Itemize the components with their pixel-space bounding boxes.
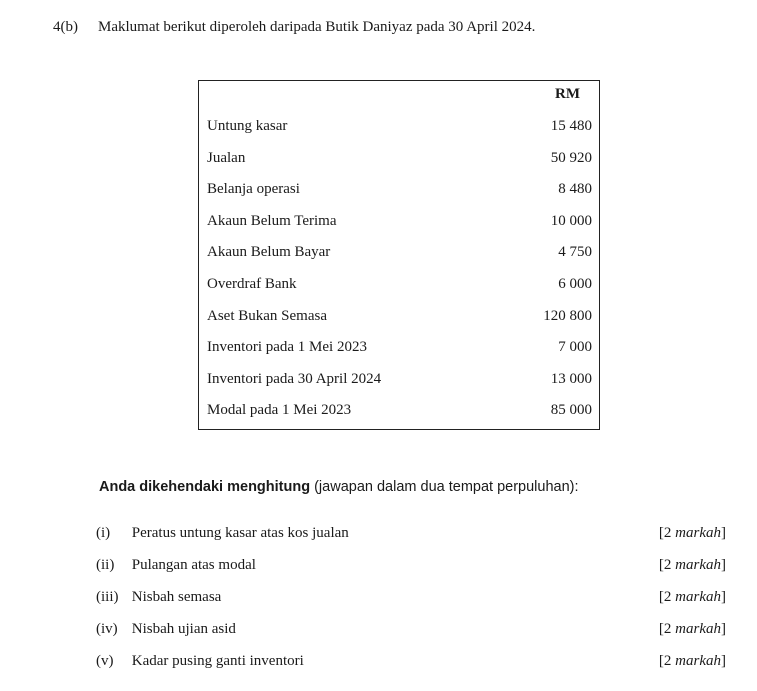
instruction-text (99, 479, 579, 495)
instruction-bold: Anda dikehendaki menghitung (99, 479, 311, 495)
row-value: 4 750 (558, 244, 592, 261)
row-value: 15 480 (550, 118, 592, 134)
row-label: Jualan (207, 149, 246, 166)
data-table (198, 80, 600, 430)
task-marks: [2 markah] (658, 589, 726, 605)
table-row (207, 364, 592, 396)
table-row (207, 237, 592, 269)
row-label: Belanja operasi (207, 181, 300, 198)
table-row (207, 395, 592, 427)
list-item (96, 585, 726, 617)
row-value: 85 000 (550, 402, 592, 419)
data-rows (207, 111, 592, 427)
task-marks: [2 markah] (658, 557, 726, 573)
task-number: (i) (96, 525, 111, 541)
task-list (96, 521, 726, 681)
table-row (207, 269, 592, 301)
task-text: Nisbah semasa (131, 589, 222, 605)
instruction-rest: (jawapan dalam dua tempat perpuluhan): (310, 479, 579, 495)
row-value: 50 920 (550, 149, 592, 166)
table-row (207, 301, 592, 333)
row-label: Modal pada 1 Mei 2023 (207, 402, 352, 419)
task-text: Pulangan atas modal (131, 557, 256, 573)
task-text: Kadar pusing ganti inventori (131, 653, 304, 669)
task-marks: [2 markah] (658, 621, 726, 637)
task-number: (ii) (96, 557, 115, 573)
task-number: (v) (96, 653, 114, 669)
question-heading (53, 19, 535, 36)
row-label: Akaun Belum Terima (207, 212, 337, 229)
table-row (207, 332, 592, 364)
table-row (207, 206, 592, 238)
row-value: 7 000 (558, 339, 592, 356)
list-item (96, 617, 726, 649)
table-row (207, 111, 592, 143)
row-value: 8 480 (558, 181, 592, 198)
task-text: Nisbah ujian asid (131, 621, 236, 637)
list-item (96, 553, 726, 585)
currency-header: RM (555, 86, 580, 102)
table-row (207, 174, 592, 206)
table-row (207, 143, 592, 175)
row-label: Akaun Belum Bayar (207, 244, 331, 261)
task-marks: [2 markah] (658, 653, 726, 669)
row-value: 6 000 (558, 275, 592, 292)
row-label: Inventori pada 1 Mei 2023 (207, 339, 367, 356)
task-marks: [2 markah] (658, 525, 726, 541)
row-value: 10 000 (550, 212, 592, 229)
question-text: Maklumat berikut diperoleh daripada Butik Daniyaz pada 30 April 2024. (98, 19, 536, 35)
list-item (96, 649, 726, 681)
row-value: 13 000 (550, 370, 592, 387)
row-value: 120 800 (543, 307, 592, 324)
task-number: (iii) (96, 589, 119, 605)
list-item (96, 521, 726, 553)
task-text: Peratus untung kasar atas kos jualan (131, 525, 349, 541)
question-number: 4(b) (53, 19, 78, 35)
row-label: Overdraf Bank (207, 275, 297, 292)
row-label: Inventori pada 30 April 2024 (207, 370, 382, 387)
row-label: Untung kasar (207, 118, 288, 134)
row-label: Aset Bukan Semasa (207, 307, 327, 324)
task-number: (iv) (96, 621, 118, 637)
